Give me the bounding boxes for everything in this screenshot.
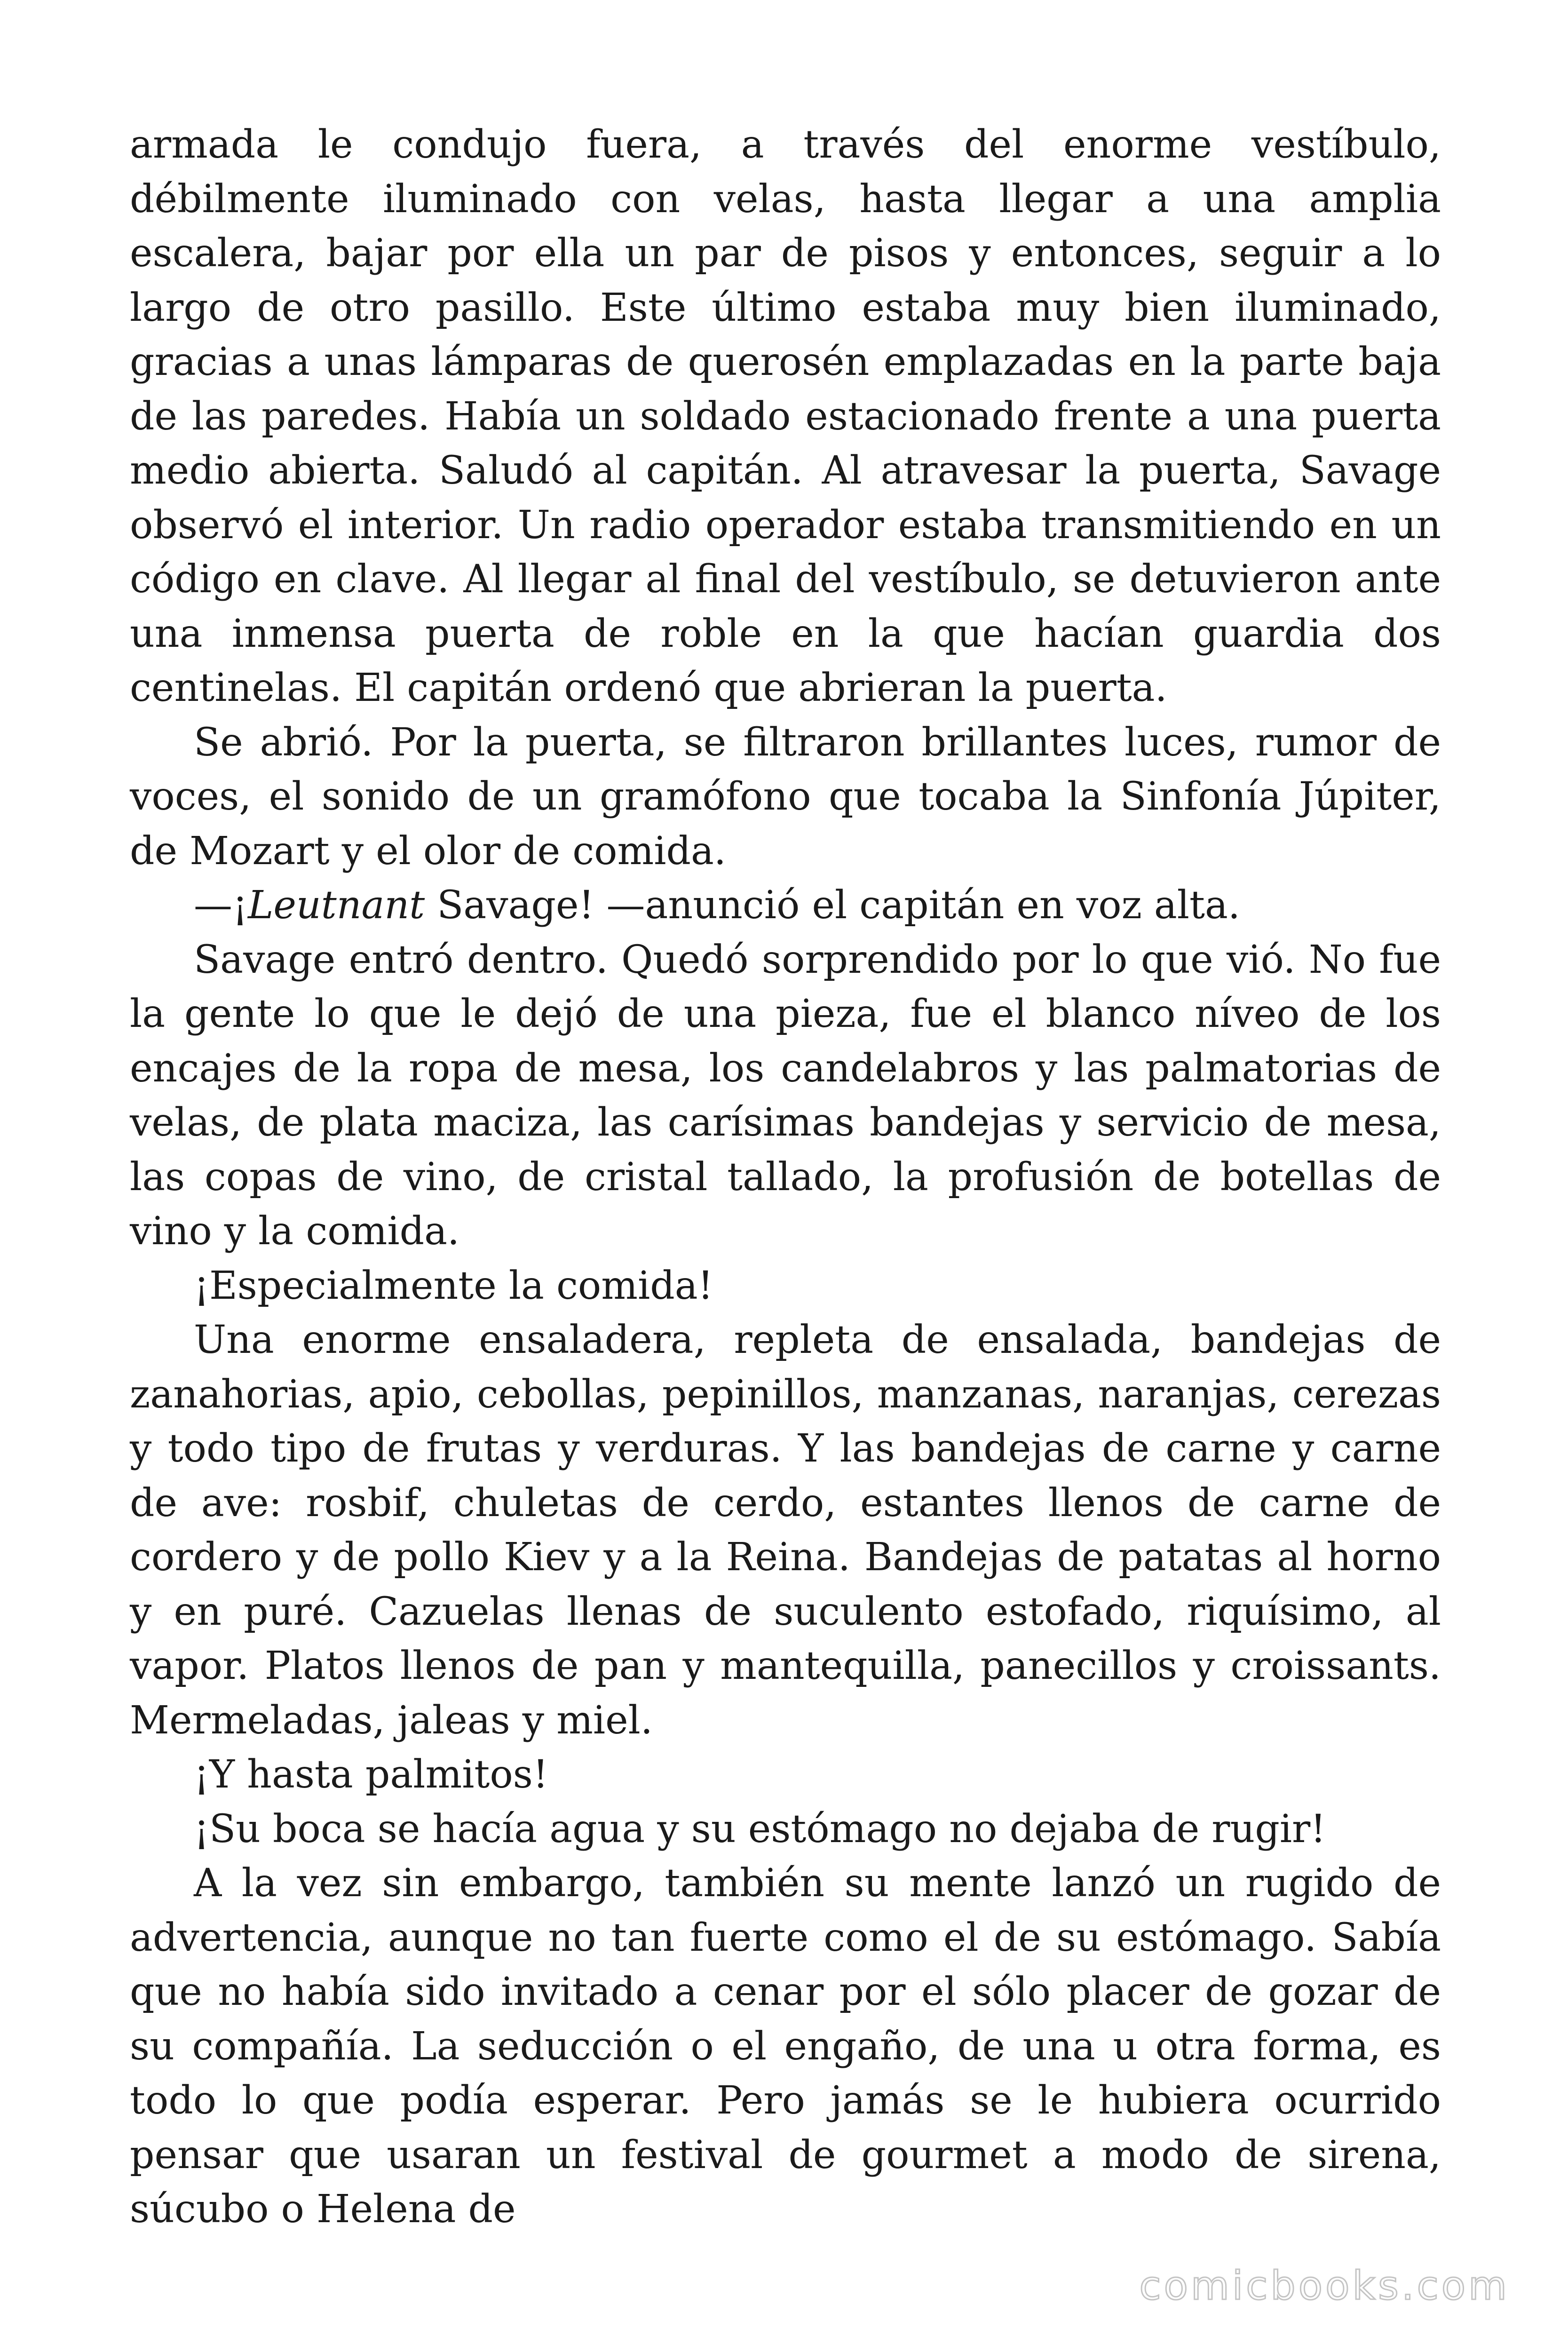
paragraph-3-dialogue xyxy=(130,878,1441,933)
paragraph-6: Una enorme ensaladera, repleta de ensalada, bandejas de zanahorias, apio, cebollas, pepinillos, manzanas, naranjas, cerezas y todo tipo de frutas y verduras. Y las bandejas de carne y carne de ave: rosbif, chuletas de cerdo, estantes llenos de carne de cordero y de pollo Kiev y a la Reina. Bandejas de patatas al horno y en puré. Cazuelas llenas de suculento estofado, riquísimo, al vapor. Platos llenos de pan y mantequilla, panecillos y croissants. Mermeladas, jaleas y miel. xyxy=(130,1318,1441,1743)
paragraph-7: ¡Y hasta palmitos! xyxy=(194,1752,548,1797)
paragraph-5: ¡Especialmente la comida! xyxy=(194,1263,713,1308)
watermark: comicbooks.com xyxy=(1139,2263,1510,2309)
dialogue-open: —¡ xyxy=(194,883,248,928)
paragraph-9: A la vez sin embargo, también su mente lanzó un rugido de advertencia, aunque no tan fuerte como el de su estómago. Sabía que no había sido invitado a cenar por el sólo placer de gozar de su compañía. La seducción o el engaño, de una u otra forma, es todo lo que podía esperar. Pero jamás se le hubiera ocurrido pensar que usaran un festival de gourmet a modo de sirena, súcubo o Helena de xyxy=(130,1861,1441,2232)
paragraph-1: armada le condujo fuera, a través del enorme vestíbulo, débilmente iluminado con velas, hasta llegar a una amplia escalera, bajar por ella un par de pisos y entonces, seguir a lo largo de otro pasillo. Este último estaba muy bien iluminado, gracias a unas lámparas de querosén emplazadas en la parte baja de las paredes. Había un soldado estacionado frente a una puerta medio abierta. Saludó al capitán. Al atravesar la puerta, Savage observó el interior. Un radio operador estaba transmitiendo en un código en clave. Al llegar al final del vestíbulo, se detuvieron ante una inmensa puerta de roble en la que hacían guardia dos centinelas. El capitán ordenó que abrieran la puerta. xyxy=(130,122,1441,710)
paragraph-4: Savage entró dentro. Quedó sorprendido por lo que vió. No fue la gente lo que le dejó de una pieza, fue el blanco níveo de los encajes de la ropa de mesa, los candelabros y las palmatorias de velas, de plata maciza, las carísimas bandejas y servicio de mesa, las copas de vino, de cristal tallado, la profusión de botellas de vino y la comida. xyxy=(130,937,1441,1254)
paragraph-2: Se abrió. Por la puerta, se filtraron brillantes luces, rumor de voces, el sonido de un gramófono que tocaba la Sinfonía Júpiter, de Mozart y el olor de comida. xyxy=(130,720,1441,874)
italic-word: Leutnant xyxy=(247,883,425,928)
dialogue-rest: Savage! —anunció el capitán en voz alta. xyxy=(425,883,1240,928)
book-page-text xyxy=(130,118,1441,2237)
paragraph-8: ¡Su boca se hacía agua y su estómago no dejaba de rugir! xyxy=(194,1806,1326,1851)
